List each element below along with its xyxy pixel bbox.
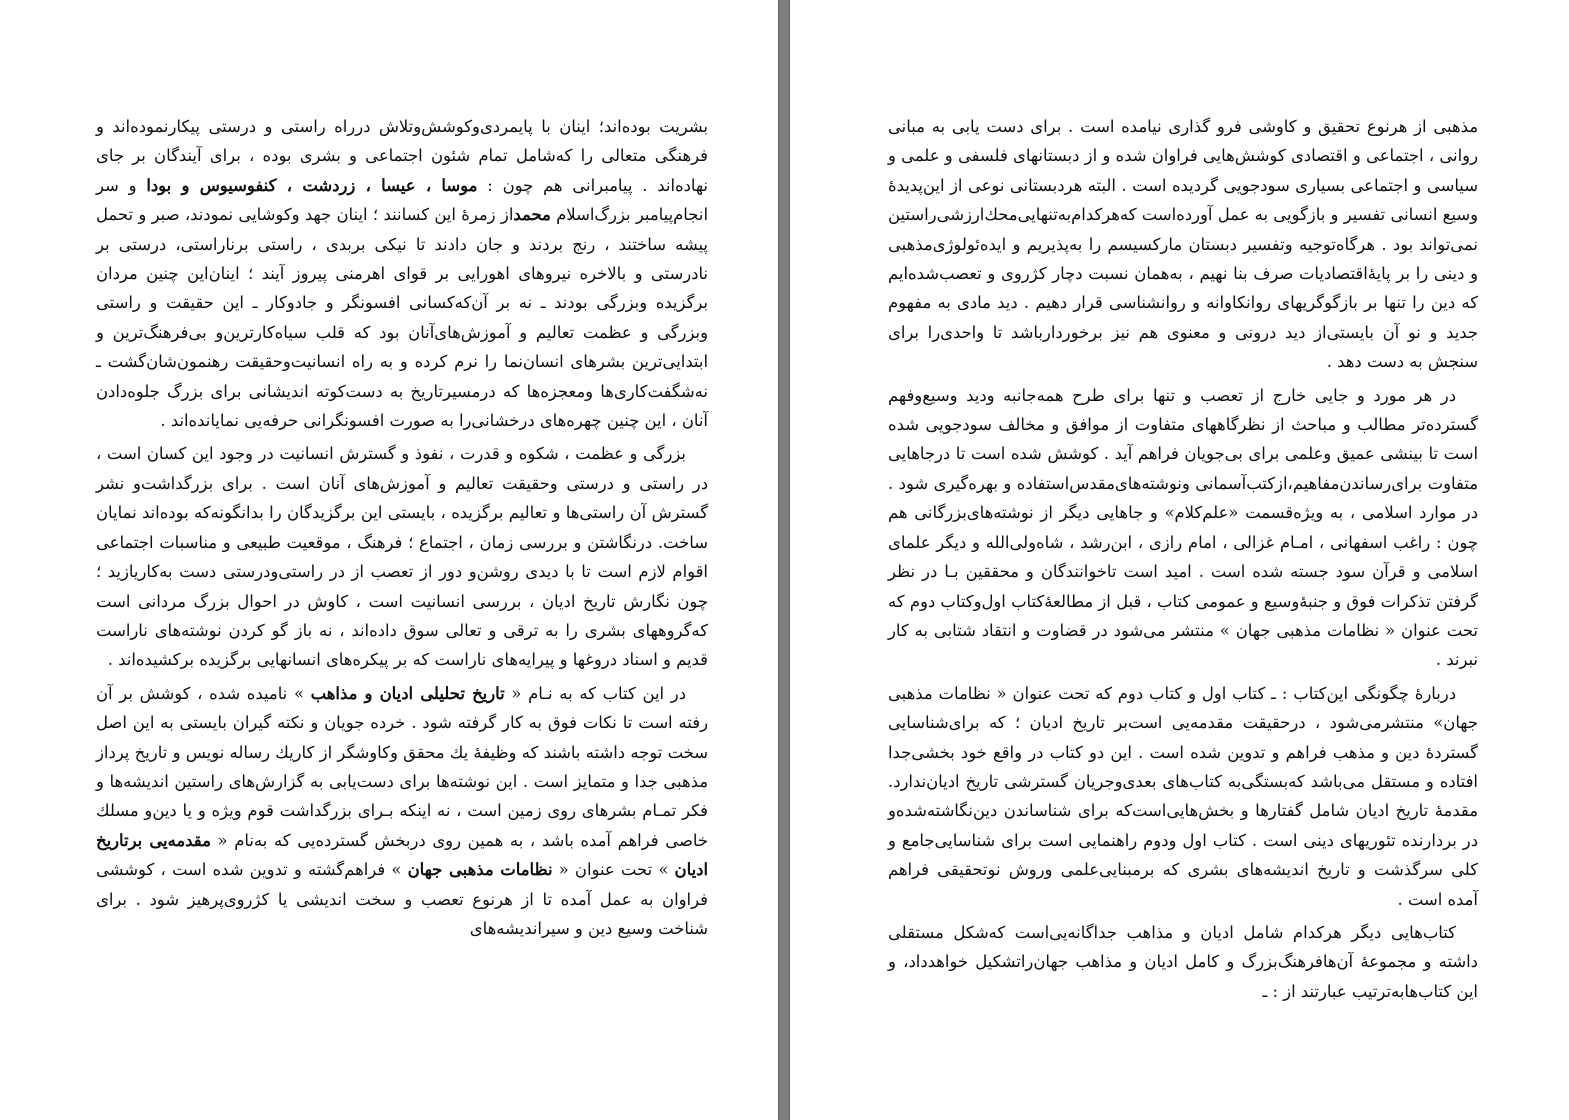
bold-name-muhammad: محمد	[513, 205, 551, 225]
right-paragraph-2: در هر مورد و جایی خارج از تعصب و تنها برای طرح همه‌جانبه ودید وسیع‌وفهم گسترده‌تر مطالب و مباحث از نظرگاههای متفاوت از موافق و مخالف سودجویی شده است تا بینشی عمیق وعلمی برای بی‌جویان فراهم آید . کوشش شده است تا درجاهایی متفاوت برای‌رساندن‌مفاهیم،ازکتب‌آسمانی ونوشته‌های‌مقدس‌استفاده و بهره‌گیری شود . در موارد اسلامی ، به ویژه‌قسمت «علم‌کلام» و جاهایی دیگر از نوشته‌های‌بزرگانی هم چون : راغب اسفهانی ، امـام غزالی ، امام رازی ، ابن‌رشد ، شاه‌ولی‌الله و دیگر علمای اسلامی و قرآن سود جسته شده است . امید است تاخوانندگان و محققین بـا در نظر گرفتن تذکرات فوق و جنبهٔ‌وسیع و عمومی کتاب ، قبل از مطالعهٔ‌کتاب اول‌وکتاب دوم که تحت عنوان « نظامات مذهبی جهان » منتشر می‌شود در قضاوت و انتقاد شتابی به کار نبرند .	[888, 385, 1478, 670]
bold-book-title: تاریخ تحلیلی ادیان و مذاهب	[310, 683, 505, 703]
right-paragraph-3: دربارهٔ چگونگی این‌کتاب : ـ کتاب اول و کتاب دوم که تحت عنوان « نظامات مذهبی جهان» منتشرمی‌شود ، درحقیقت مقدمه‌یی است‌بر تاریخ ادیان ؛ که برای‌شناسایی گستردهٔ دین و مذهب فراهم و تدوین شده است . این دو کتاب در واقع خود بخشی‌جدا افتاده و مستقل می‌باشد که‌بستگی‌به کتاب‌های بعدی‌وجریان گسترشی تاریخ ادیان‌ندارد. مقدمهٔ تاریخ ادیان شامل گفتارها و بخش‌هایی‌است‌که برای شناساندن دین‌نگاشته‌شده‌و در بردارنده تئوریهای دینی است . کتاب اول ودوم راهنمایی است برای شناسایی‌جامع و کلی سرگذشت و تاریخ اندیشه‌های بشری که برمبنایی‌علمی وروش نوتحقیقی فراهم آمده است .	[888, 683, 1478, 909]
bold-section-title: مقدمه‌یی برتاریخ ادیان	[96, 830, 708, 880]
bold-series-title: نظامات مذهبی جهان	[407, 860, 553, 880]
left-paragraph-1	[96, 112, 708, 435]
text-run: از زمرهٔ این کسانند ؛ اینان جهد وکوشایی نمودند، صبر و تحمل پیشه ساختند ، رنج بردند و جان دادند تا نیکی بربدی ، راستی برناراستی، درستی بر نادرستی و بالاخره نیروهای اهورایی بر قوای اهرمنی پیروز آیند ؛ اینان‌این چنین مردان برگزیده وبزرگی بودند ـ نه بر آن‌که‌کسانی افسونگر و جادوکار ـ این حقیقت و راستی وبزرگی و عظمت تعالیم و آموزش‌های‌آنان بود که قلب سیاه‌کارترین‌و بی‌فرهنگ‌ترین و ابتدایی‌ترین بشرهای انسان‌نما را نرم کرده و به راه انسانیت‌وحقیقت رهنمون‌شان‌گشت ـ نه‌شگفت‌کاری‌ها ومعجزه‌ها که درمسیرتاریخ به دست‌کوته اندیشانی برای بزرگ جلوه‌دادن آنان ، این چنین چهره‌های درخشانی‌را به صورت افسونگرانی حرفه‌یی نمایانده‌اند .	[96, 205, 708, 431]
left-paragraph-2: بزرگی و عظمت ، شکوه و قدرت ، نفوذ و گسترش انسانیت در وجود این کسان است ، در راستی و درستی وحقیقت تعالیم و آموزش‌های آنان است . برای بزرگداشت‌و نشر گسترش آن راستی‌ها و تعالیم برگزیده ، بایستی این برگزیدگان را بدانگونه‌که بوده‌اند نمایان ساخت. درنگاشتن و بررسی زمان ، اجتماع ؛ فرهنگ ، موقعیت طبیعی و مناسبات اجتماعی اقوام لازم است تا با دیدی روشن‌و دور از تعصب از در راستی‌ودرستی دست به‌کاریازید ؛ چون نگارش تاریخ ادیان ، بررسی انسانیت است ، کاوش در احوال بزرگ مردانی است که‌گروههای بشری را به ترقی و تعالی سوق داده‌اند ، نه باز گو کردن نوشته‌های ناراست قدیم و اسناد دروغها و پیرایه‌های ناراست که بر پیکره‌های انسانهایی برگزیده برکشیده‌اند .	[96, 444, 708, 670]
right-page	[790, 0, 1569, 1120]
left-page-text	[96, 112, 708, 947]
left-page	[0, 0, 778, 1120]
text-run: و سر انجام‌پیامبر بزرگ‌اسلام	[96, 175, 708, 225]
right-paragraph-4: کتاب‌هایی دیگر هرکدام شامل ادیان و مذاهب جداگانه‌یی‌است که‌شکل مستقلی داشته و مجموعهٔ آن‌هافرهنگ‌بزرگ و کامل ادیان و مذاهب جهان‌راتشکیل خواهدداد، و این کتاب‌ها‌به‌ترتیب عبارتند از : ـ	[888, 922, 1478, 1001]
text-run: » نامیده شده ، کوشش بر آن رفته است تا نکات فوق به کار گرفته شود . خرده جویان و نکته گیران بایستی به این اصل سخت توجه داشته باشند که وظیفهٔ یك محقق وکاوشگر از کاریك رساله نویس و تاریخ پرداز مذهبی جدا و متمایز است . این نوشته‌ها برای دست‌یابی به گزارش‌های راستین اندیشه‌ها و فکر تمـام بشرهای روی زمین است ، نه اینکه بـرای بزرگداشت قوم ویژه و یا دین‌و مسلك خاصی فراهم آمده باشد ، به همین روی دربخش گسترده‌یی که به‌نام «	[96, 683, 708, 850]
right-paragraph-1: مذهبی از هرنوع تحقیق و کاوشی فرو گذاری نیامده است . برای دست یابی به مبانی روانی ، اجتماعی و اقتصادی کوشش‌هایی فراوان شده و از دبستانهای فلسفی و علمی و سیاسی و اجتماعی بسیاری سودجویی گردیده است . البته هردبستانی نوعی از این‌پدیدهٔ وسیع انسانی تفسیر و بازگویی به عمل آورده‌است که‌هرکدام‌به‌تنهایی‌محك‌ارزشی‌راستین نمی‌تواند بود . هرگاه‌توجیه وتفسیر دبستان مارکسیسم را به‌پذیریم و ایده‌ئولوژی‌مذهبی و دینی را بر پایهٔ‌اقتصادیات صرف بنا نهیم ، به‌همان نسبت دچار کژروی و تعصب‌شده‌ایم که دین را تنها بر بازگوگریهای روانکاوانه و روانشناسی قرار دهیم . دید مادی به مفهوم جدید و نو آن بایستی‌از دید درونی و معنوی هم نیز برخوردارباشد تا واحدی‌را برای سنجش به دست دهد .	[888, 117, 1478, 372]
left-paragraph-3	[96, 679, 708, 944]
book-gutter	[778, 0, 790, 1120]
text-run: بشریت بوده‌اند؛ اینان با پایمردی‌وکوشش‌وتلاش درراه راستی و درستی پیکارنموده‌اند و فرهنگی متعالی را که‌شامل تمام شئون اجتماعی و بشری بوده ، برای آیندگان بر جای نهاده‌اند . پیامبرانی هم چون :	[96, 117, 708, 195]
right-page-text	[888, 112, 1478, 1010]
text-run: در این کتاب که به نـام «	[504, 683, 686, 703]
text-run: » فراهم‌گشته و تدوین شده است ، کوششی فراوان به عمل آمده تا از هرنوع تعصب و سخت اندیشی یا کژروی‌پرهیز شود . برای شناخت وسیع دین و سیراندیشه‌های	[96, 860, 708, 938]
text-run: » تحت عنوان «	[552, 860, 675, 880]
bold-names-prophets: موسا ، عیسا ، زردشت ، کنفوسیوس و بودا	[146, 175, 478, 195]
